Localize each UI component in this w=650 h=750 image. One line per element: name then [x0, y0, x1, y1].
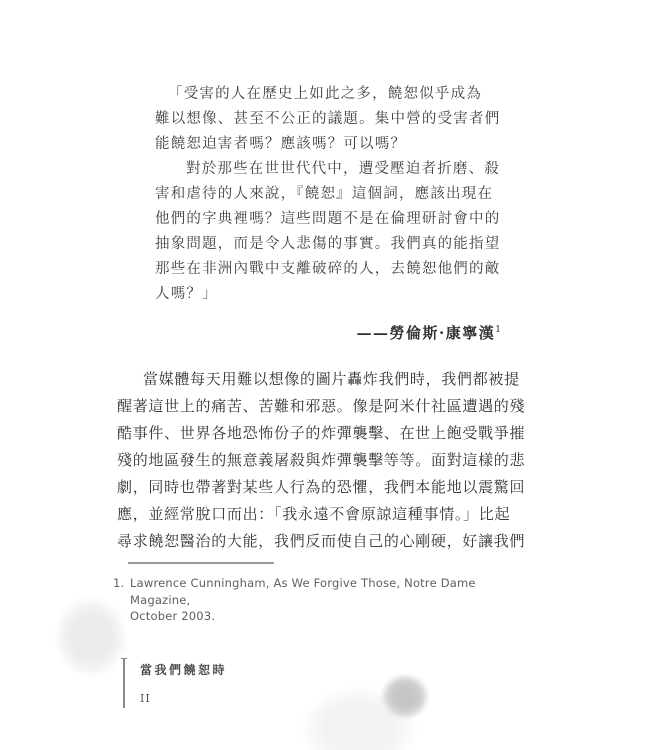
- body-line: 當媒體每天用難以想像的圖片轟炸我們時，我們都被提: [143, 370, 520, 388]
- attribution-dash: ——: [356, 324, 390, 342]
- quote-line: 「受害的人在歷史上如此之多，饒恕似乎成為: [168, 86, 482, 102]
- footnote-reference: 1: [495, 325, 501, 335]
- body-line: 殘的地區發生的無意義屠殺與炸彈襲擊等等。面對這樣的悲: [117, 451, 526, 469]
- footnote-text: [130, 575, 523, 625]
- quote-line: 他們的字典裡嗎？這些問題不是在倫理研討會中的: [155, 211, 501, 227]
- attribution-name: 勞倫斯·康寧漢: [389, 324, 496, 342]
- body-line: 劇，同時也帶著對某些人行為的恐懼，我們本能地以震驚回: [117, 478, 526, 496]
- footer-page-number: II: [140, 692, 151, 705]
- footer-book-title: 當我們饒恕時: [140, 663, 228, 677]
- body-paragraph: [117, 366, 526, 555]
- quote-line: 對於那些在世世代代中，遭受壓迫者折磨、殺: [186, 161, 500, 177]
- quote-line: 能饒恕迫害者嗎？應該嗎？可以嗎？: [155, 136, 407, 152]
- footnote-text-line: October 2003.: [130, 609, 216, 623]
- body-line: 應，並經常脫口而出：「我永遠不會原諒這種事情。」比起: [117, 505, 511, 523]
- body-line: 醒著這世上的痛苦、苦難和邪惡。像是阿米什社區遭遇的殘: [117, 397, 526, 415]
- quote-line: 抽象問題，而是令人悲傷的事實。我們真的能指望: [155, 236, 501, 252]
- footnote-number: 1.: [113, 576, 125, 590]
- ink-blot-bottom-dark: [380, 673, 430, 720]
- footnote-separator-rule: [128, 562, 274, 564]
- footer-vertical-rule: [123, 658, 125, 708]
- opening-quote: [155, 82, 505, 307]
- quote-attribution: [155, 322, 509, 343]
- quote-line: 害和虐待的人來說，『饒恕』這個詞，應該出現在: [155, 186, 494, 202]
- quote-line: 難以想像、甚至不公正的議題。集中營的受害者們: [155, 111, 501, 127]
- ink-blot-bottom-faint: [300, 686, 418, 750]
- footnote: [113, 575, 523, 625]
- body-line: 酷事件、世界各地恐怖份子的炸彈襲擊、在世上飽受戰爭摧: [117, 424, 526, 442]
- quote-line: 那些在非洲內戰中支離破碎的人，去饒恕他們的敵: [155, 261, 501, 277]
- footnote-text-line: Lawrence Cunningham, As We Forgive Those, Notre Dame Magazine,: [130, 576, 476, 607]
- quote-line: 人嗎？」: [155, 286, 218, 302]
- body-line: 尋求饒恕醫治的大能，我們反而使自己的心剛硬，好讓我們: [117, 532, 526, 550]
